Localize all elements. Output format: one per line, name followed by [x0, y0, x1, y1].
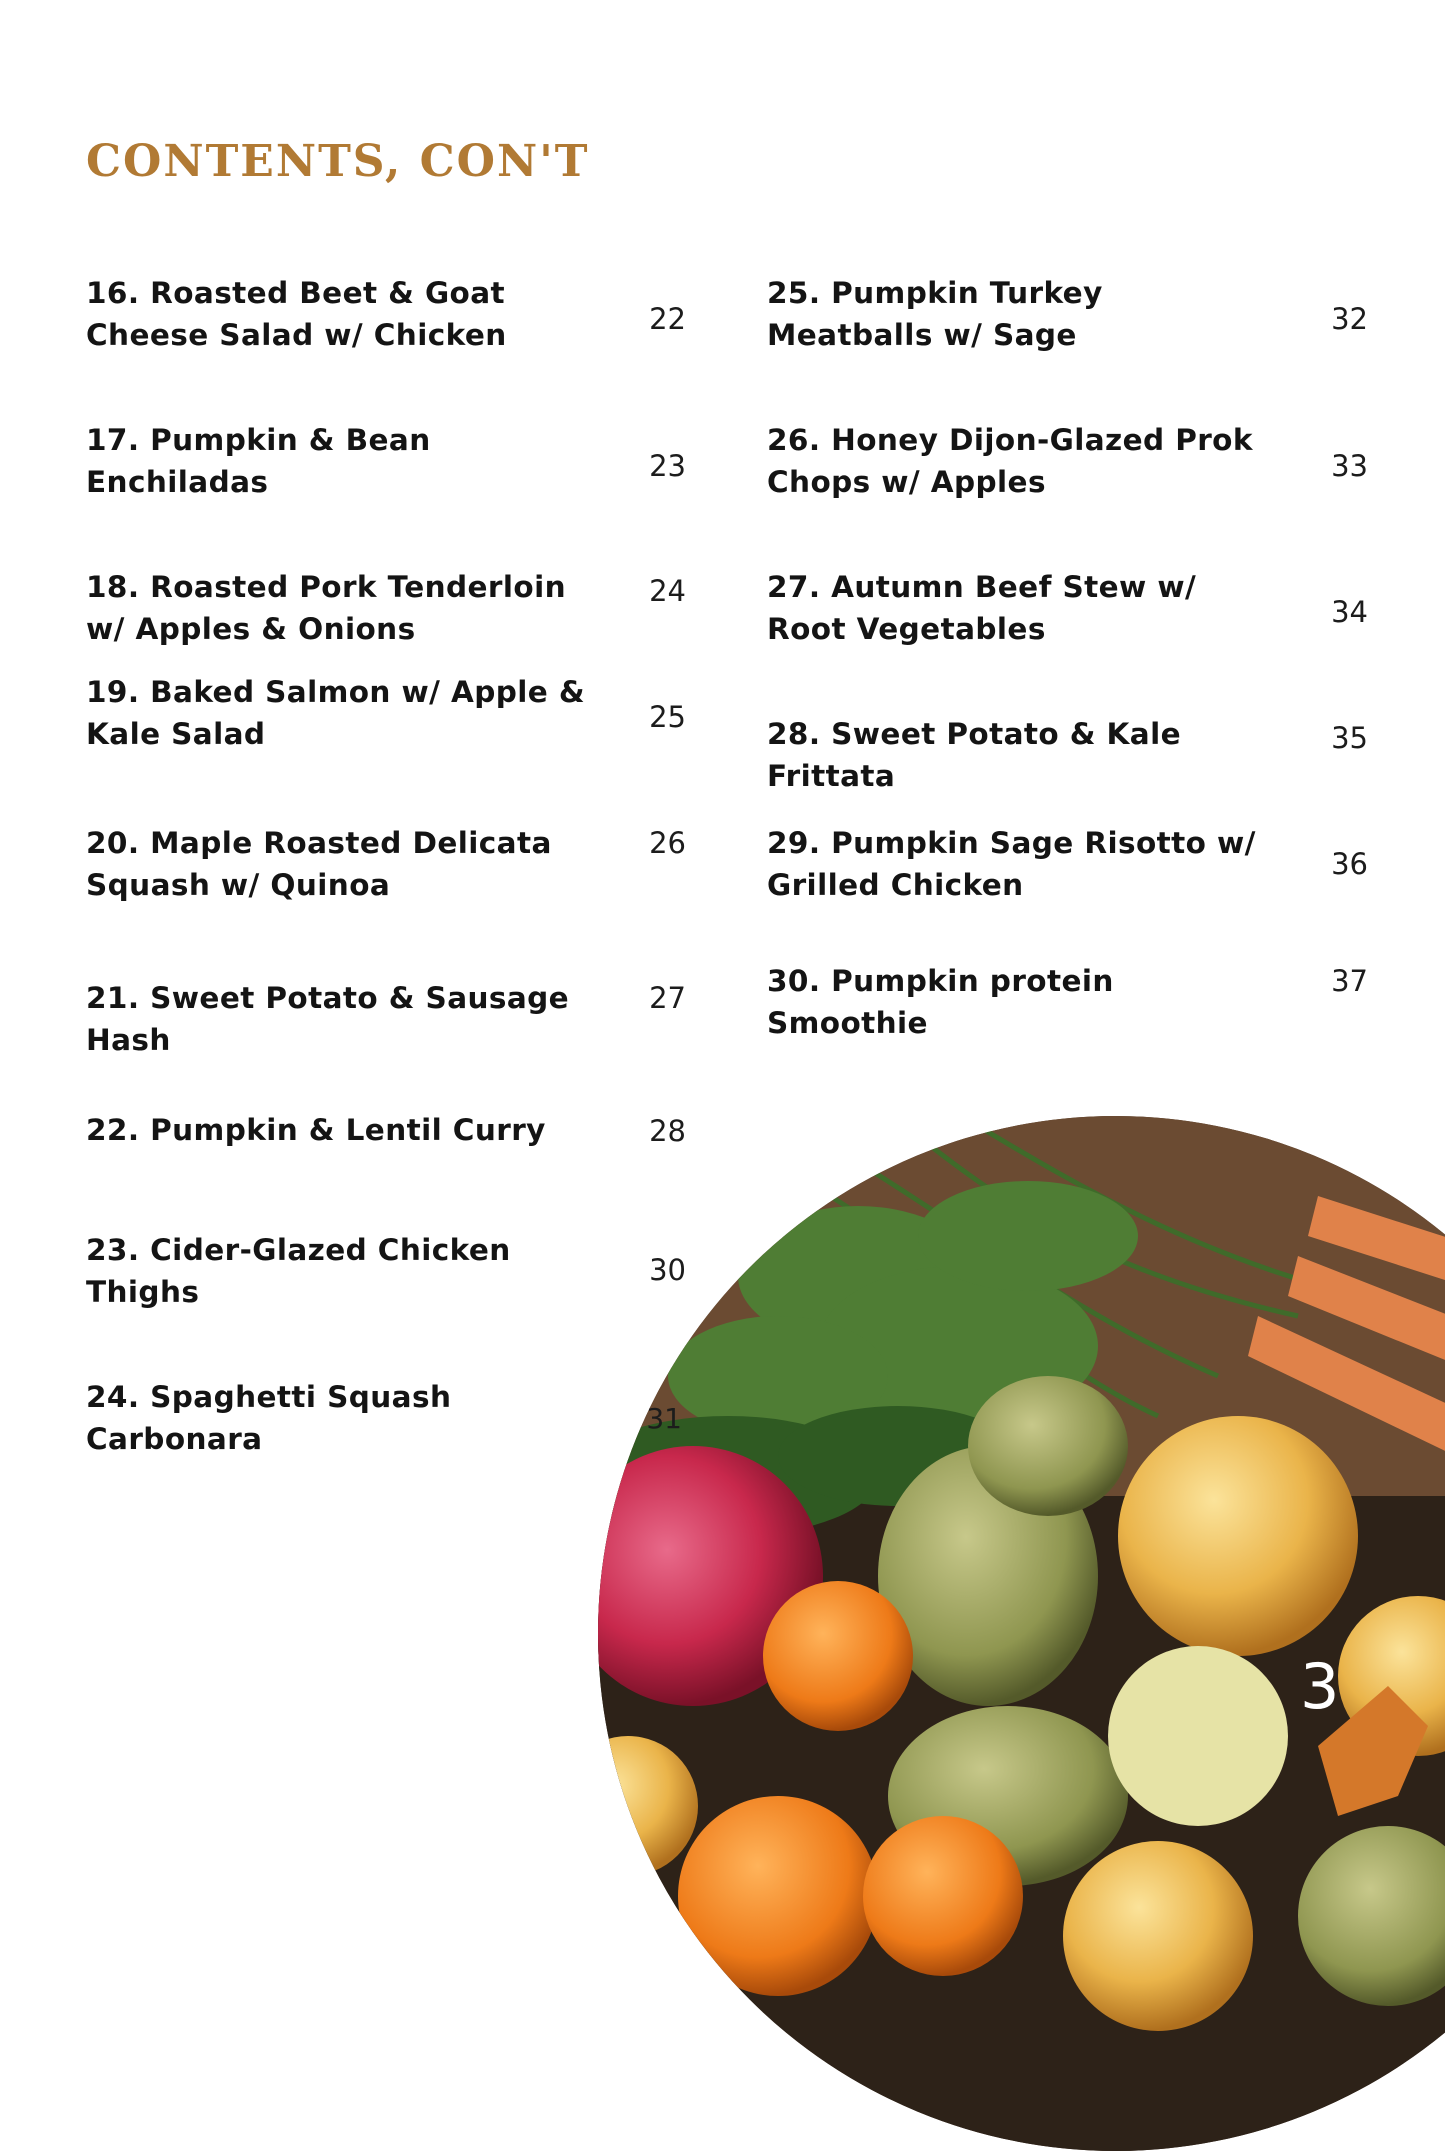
toc-entry-line: 27. Autumn Beef Stew w/ — [767, 570, 1197, 604]
toc-entry-30[interactable] — [767, 960, 1287, 1044]
toc-entry-line: 23. Cider-Glazed Chicken — [86, 1233, 511, 1267]
toc-entry-line: Hash — [86, 1023, 171, 1057]
autumn-produce-photo — [598, 1116, 1445, 2151]
toc-entry-line: 22. Pumpkin & Lentil Curry — [86, 1113, 546, 1147]
toc-entry-line: 26. Honey Dijon-Glazed Prok — [767, 423, 1253, 457]
toc-entry-line: 17. Pumpkin & Bean — [86, 423, 431, 457]
toc-entry-line: Meatballs w/ Sage — [767, 318, 1077, 352]
page-number: 3 — [1300, 1650, 1340, 1723]
toc-page-number: 34 — [1331, 595, 1368, 629]
toc-entry-line: 20. Maple Roasted Delicata — [86, 826, 552, 860]
toc-entry-16[interactable] — [86, 272, 606, 356]
toc-page-number: 26 — [649, 826, 686, 860]
toc-entry-line: 30. Pumpkin protein — [767, 964, 1114, 998]
toc-entry-line: 16. Roasted Beet & Goat — [86, 276, 506, 310]
toc-entry-17[interactable] — [86, 419, 606, 503]
toc-entry-27[interactable] — [767, 566, 1287, 650]
toc-entry-line: Root Vegetables — [767, 612, 1046, 646]
toc-entry-line: Grilled Chicken — [767, 868, 1024, 902]
toc-entry-19[interactable] — [86, 671, 606, 755]
toc-entry-line: Frittata — [767, 759, 896, 793]
toc-page-number: 23 — [649, 449, 686, 483]
toc-entry-line: Enchiladas — [86, 465, 269, 499]
toc-entry-line: Cheese Salad w/ Chicken — [86, 318, 507, 352]
toc-page-number: 31 — [646, 1402, 682, 1435]
toc-page-number: 37 — [1331, 964, 1368, 998]
toc-entry-26[interactable] — [767, 419, 1287, 503]
toc-entry-line: w/ Apples & Onions — [86, 612, 416, 646]
toc-page-number: 30 — [649, 1253, 686, 1287]
toc-entry-line: 21. Sweet Potato & Sausage — [86, 981, 570, 1015]
toc-entry-23[interactable] — [86, 1229, 606, 1313]
toc-page-number: 35 — [1331, 721, 1368, 755]
toc-page-number: 28 — [649, 1114, 686, 1148]
toc-entry-line: Smoothie — [767, 1006, 928, 1040]
toc-page-number: 24 — [649, 574, 686, 608]
toc-entry-line: 19. Baked Salmon w/ Apple & — [86, 675, 585, 709]
toc-entry-22[interactable] — [86, 1109, 606, 1151]
toc-page-number: 22 — [649, 302, 686, 336]
toc-entry-line: 28. Sweet Potato & Kale — [767, 717, 1182, 751]
toc-entry-line: 25. Pumpkin Turkey — [767, 276, 1103, 310]
toc-entry-line: Squash w/ Quinoa — [86, 868, 391, 902]
toc-entry-line: 29. Pumpkin Sage Risotto w/ — [767, 826, 1256, 860]
toc-page-number: 27 — [649, 981, 686, 1015]
toc-entry-28[interactable] — [767, 713, 1287, 797]
toc-page-number: 32 — [1331, 302, 1368, 336]
toc-entry-25[interactable] — [767, 272, 1287, 356]
toc-entry-18[interactable] — [86, 566, 606, 650]
toc-entry-line: Kale Salad — [86, 717, 266, 751]
page-title: CONTENTS, CON'T — [86, 136, 590, 187]
toc-entry-20[interactable] — [86, 822, 606, 906]
toc-entry-21[interactable] — [86, 977, 606, 1061]
toc-page-number: 33 — [1331, 449, 1368, 483]
toc-entry-line: Carbonara — [86, 1422, 263, 1456]
toc-page-number: 25 — [649, 700, 686, 734]
toc-entry-line: Thighs — [86, 1275, 200, 1309]
toc-entry-line: Chops w/ Apples — [767, 465, 1046, 499]
toc-entry-29[interactable] — [767, 822, 1287, 906]
toc-page-number: 36 — [1331, 847, 1368, 881]
toc-entry-line: 18. Roasted Pork Tenderloin — [86, 570, 566, 604]
toc-entry-line: 24. Spaghetti Squash — [86, 1380, 452, 1414]
toc-entry-24[interactable] — [86, 1376, 606, 1460]
produce-illustration — [598, 1116, 1445, 2151]
